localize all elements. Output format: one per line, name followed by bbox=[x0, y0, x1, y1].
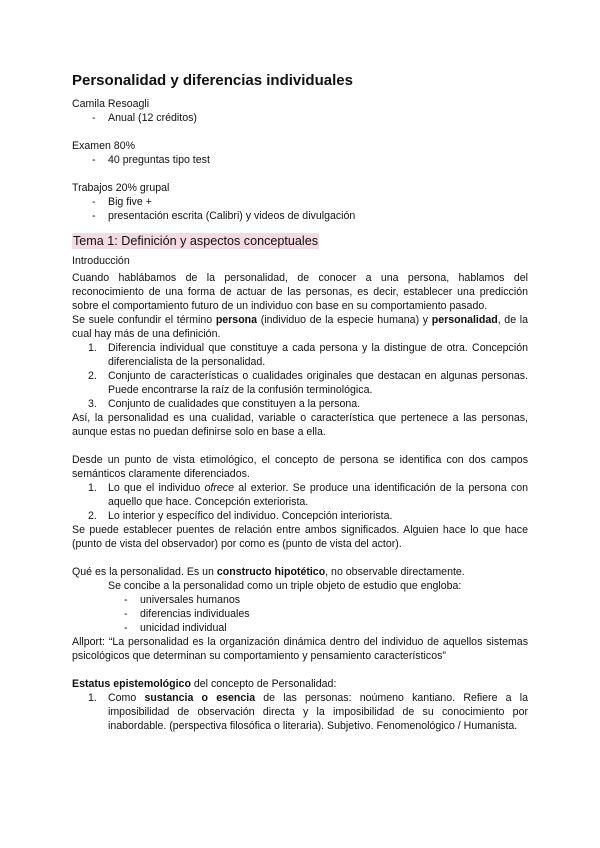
paragraph: Se concibe a la personalidad como un triple objeto de estudio que engloba: bbox=[108, 580, 462, 592]
works-list bbox=[72, 195, 528, 223]
paragraph: Así, la personalidad es una cualidad, variable o característica que pertenece a las personas, aunque estas no puedan definirse solo en base a ella. bbox=[72, 412, 528, 438]
paragraph: Desde un punto de vista etimológico, el concepto de persona se identifica con dos campos semánticos claramente diferenciados. bbox=[72, 454, 528, 480]
list-item: 2. Conjunto de características o cualidades originales que destacan en algunas personas. Puede encontrarse la raíz de la confusión terminológica. bbox=[88, 370, 528, 396]
list-item: 1. Como sustancia o esencia de las personas: noúmeno kantiano. Refiere a la imposibilidad de observación directa y la imposibilidad de su conocimiento por inabordable. (perspectiva filosófica o literaria). Subjetivo. Fenomenológico / Humanista. bbox=[88, 692, 529, 732]
list-item: 3. Conjunto de cualidades que constituyen a la persona. bbox=[88, 398, 361, 410]
list-item: - 40 preguntas tipo test bbox=[72, 153, 528, 167]
paragraph: Estatus epistemológico del concepto de Personalidad: bbox=[72, 678, 337, 690]
works-info: Trabajos 20% grupal bbox=[72, 182, 170, 194]
paragraph: Se suele confundir el término persona (individuo de la especie humana) y personalidad, de la cual hay más de una definición. bbox=[72, 314, 529, 340]
list-item: - presentación escrita (Calibri) y videos de divulgación bbox=[72, 209, 528, 223]
intro-heading: Introducción bbox=[72, 255, 130, 267]
exam-info: Examen 80% bbox=[72, 140, 136, 152]
list-item: - unicidad individual bbox=[72, 621, 528, 635]
document-title: Personalidad y diferencias individuales bbox=[72, 72, 353, 89]
numbered-list bbox=[72, 341, 528, 411]
bold-term: personalidad bbox=[431, 314, 498, 326]
exam-list bbox=[72, 153, 528, 167]
list-item: - diferencias individuales bbox=[72, 607, 528, 621]
bold-term: sustancia o esencia bbox=[144, 692, 256, 704]
list-item: 1. Lo que el individuo ofrece al exterior. Se produce una identificación de la persona con aquello que hace. Concepción exteriorista. bbox=[88, 482, 528, 508]
list-item: - Anual (12 créditos) bbox=[72, 111, 528, 125]
topic-heading: Tema 1: Definición y aspectos conceptuales bbox=[73, 234, 319, 248]
paragraph: Qué es la personalidad. Es un constructo hipotético, no observable directamente. bbox=[72, 566, 465, 578]
list-item: 2. Lo interior y específico del individuo. Concepción interiorista. bbox=[88, 510, 393, 522]
list-item: - Big five + bbox=[72, 195, 528, 209]
teacher-name: Camila Resoagli bbox=[72, 98, 150, 110]
paragraph: Se puede establecer puentes de relación entre ambos significados. Alguien hace lo que hace (punto de vista del observador) por como es (punto de vista del actor). bbox=[72, 524, 528, 550]
list-item: - universales humanos bbox=[72, 593, 528, 607]
teacher-list bbox=[72, 111, 528, 125]
bold-term: Estatus epistemológico bbox=[72, 678, 191, 690]
list-item: 1. Diferencia individual que constituye a cada persona y la distingue de otra. Concepción diferencialista de la personalidad. bbox=[88, 342, 528, 368]
numbered-list bbox=[72, 481, 528, 523]
italic-term: ofrece bbox=[204, 482, 234, 494]
study-object-list bbox=[72, 593, 528, 635]
bold-term: constructo hipotético bbox=[216, 566, 326, 578]
numbered-list bbox=[72, 691, 528, 733]
allport-quote: Allport: “La personalidad es la organización dinámica dentro del individuo de aquellos sistemas psicológicos que determinan su comportamiento y pensamiento característicos” bbox=[72, 636, 528, 662]
bold-term: persona bbox=[215, 314, 258, 326]
paragraph: Cuando hablábamos de la personalidad, de conocer a una persona, hablamos del reconocimiento de una forma de actuar de las personas, es decir, establecer una predicción sobre el comportamiento futuro de un individuo con base en su comportamiento pasado. bbox=[72, 272, 528, 312]
